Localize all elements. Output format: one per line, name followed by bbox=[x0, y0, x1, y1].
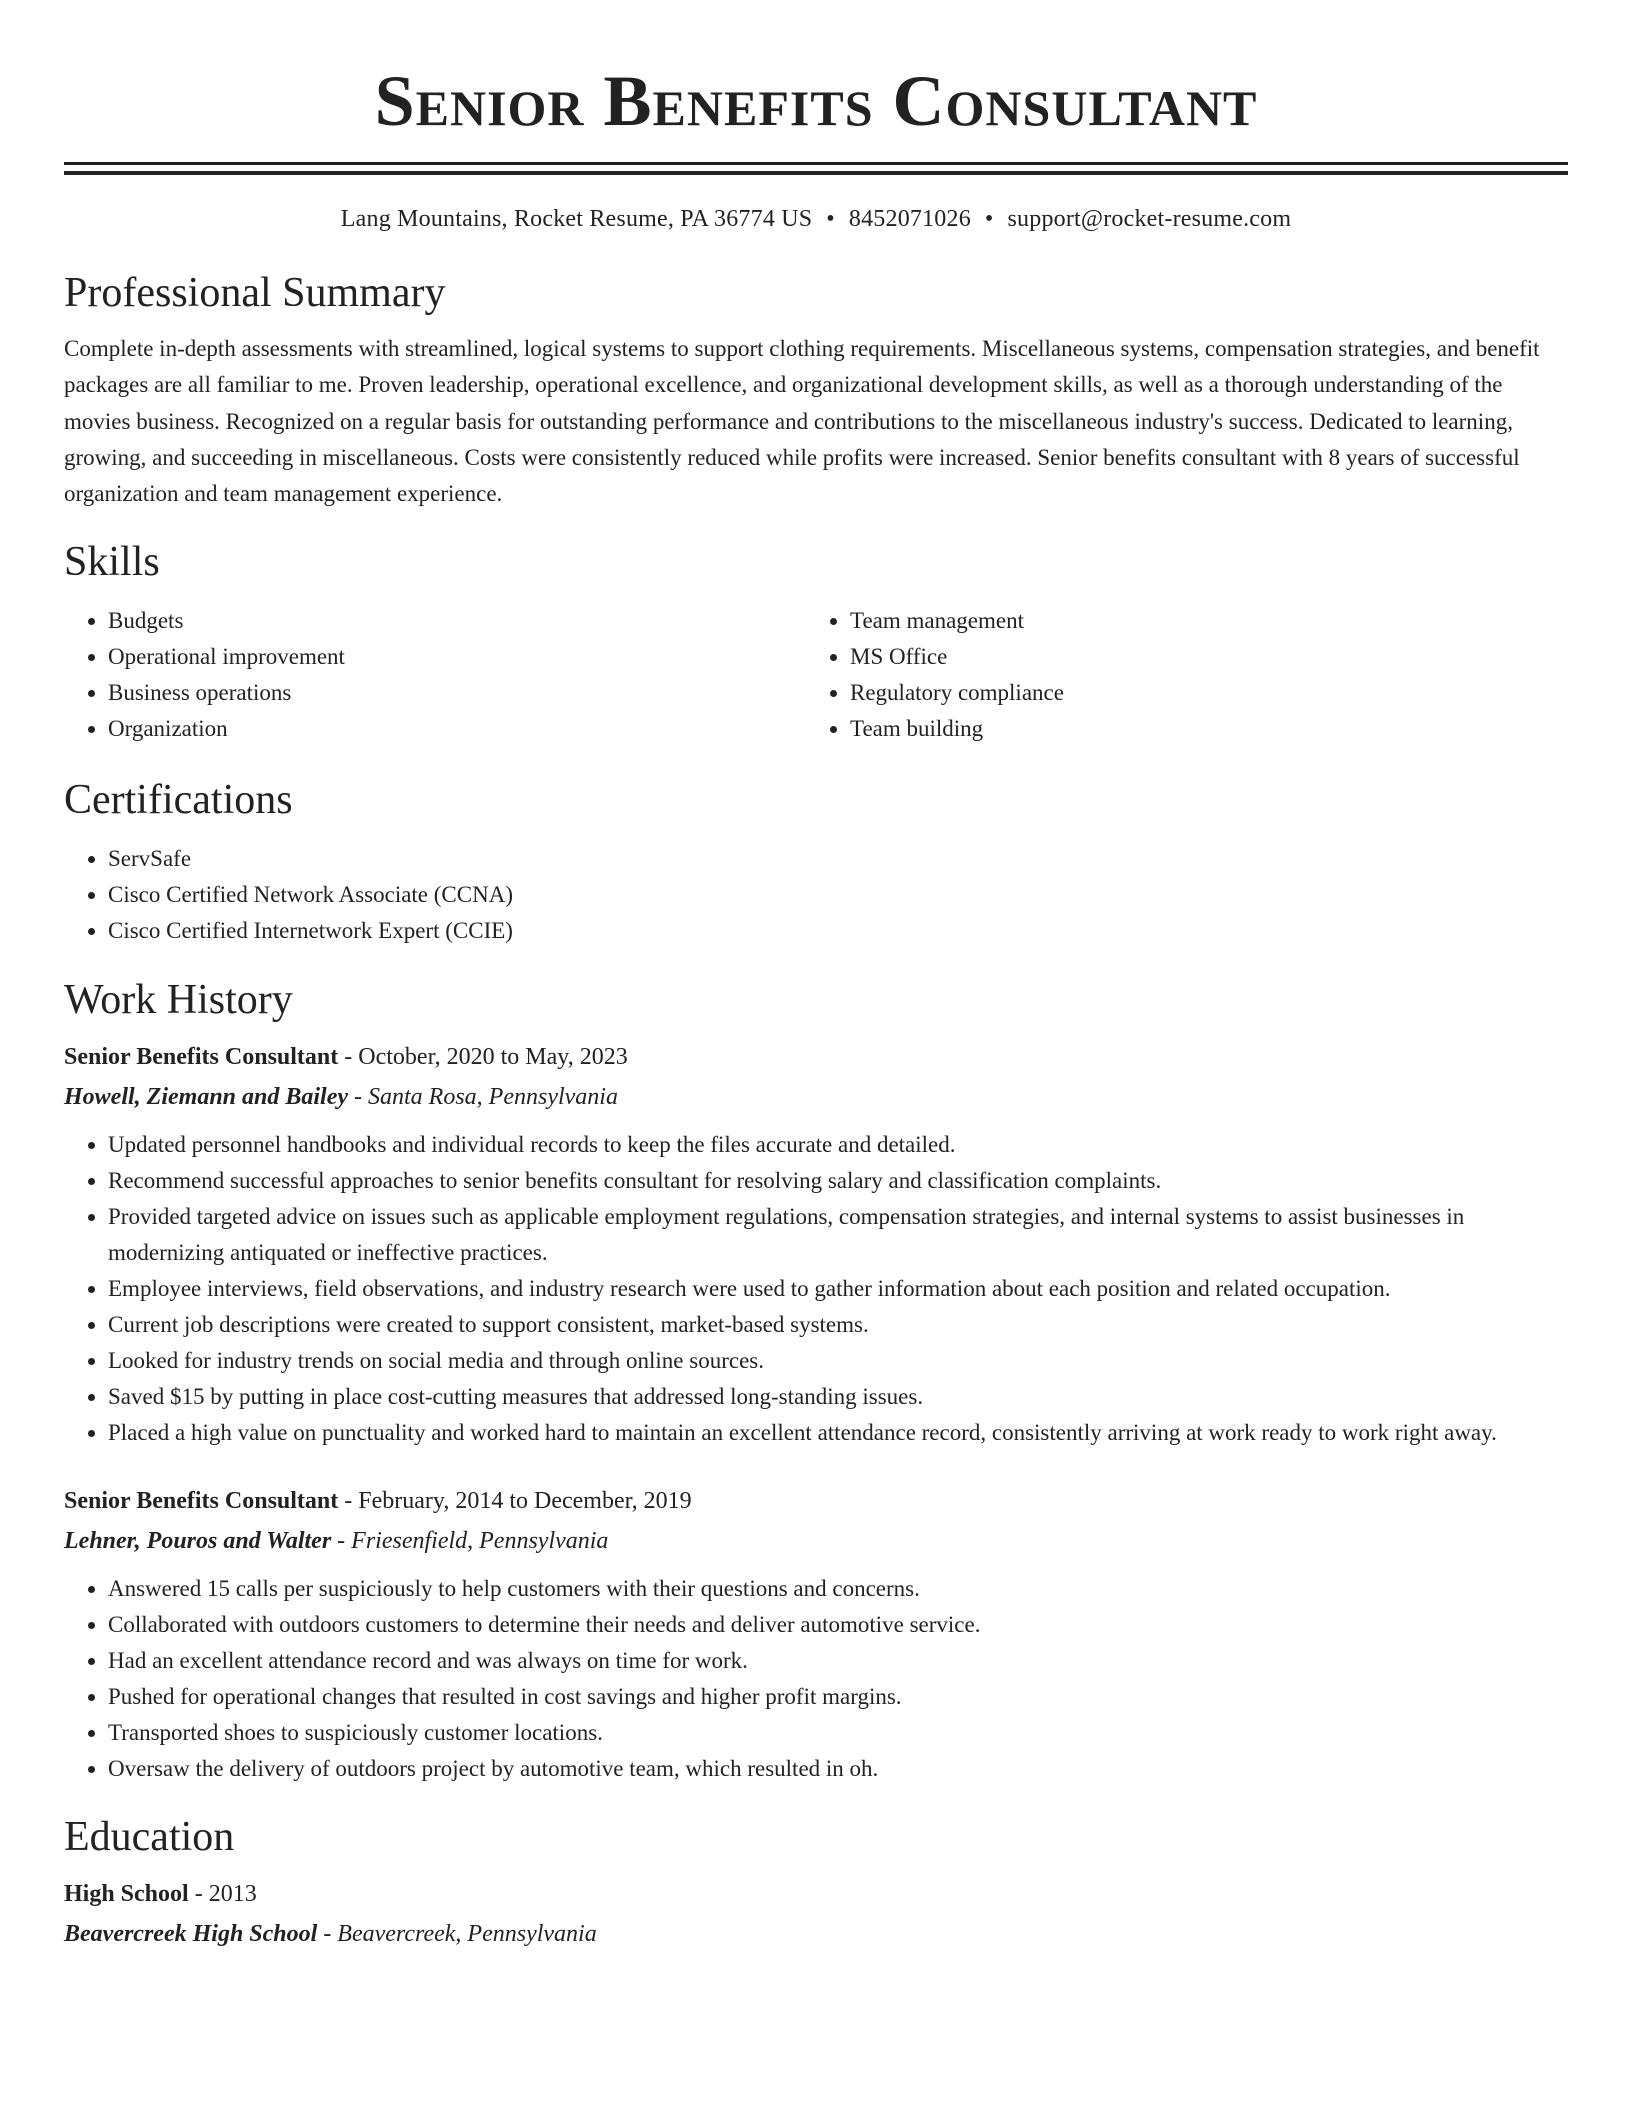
skill-item: • Team management bbox=[850, 603, 1568, 639]
company-name: Lehner, Pouros and Walter bbox=[64, 1528, 332, 1555]
skill-item: • Team building bbox=[850, 711, 1568, 747]
contact-phone[interactable]: 8452071026 bbox=[848, 206, 971, 232]
job-bullet: • Looked for industry trends on social media and through online sources. bbox=[108, 1343, 1568, 1379]
contact-separator: • bbox=[826, 206, 835, 232]
certification-item: • ServSafe bbox=[108, 841, 1568, 877]
school-line bbox=[64, 1917, 1568, 1951]
contact-email[interactable]: support@rocket-resume.com bbox=[1007, 206, 1292, 232]
contact-separator: • bbox=[984, 206, 994, 232]
education-entry bbox=[64, 1877, 1568, 1951]
skill-item: • Operational improvement bbox=[108, 639, 806, 675]
certifications-heading: Certifications bbox=[64, 777, 293, 824]
company-location: - Santa Rosa, Pennsylvania bbox=[348, 1084, 618, 1111]
job-bullet: • Collaborated with outdoors customers to determine their needs and deliver automotive service. bbox=[108, 1607, 1568, 1643]
job-bullet: • Employee interviews, field observations, and industry research were used to gather information about each position and related occupation. bbox=[108, 1271, 1568, 1307]
skill-item: • Regulatory compliance bbox=[850, 675, 1568, 711]
job-title: Senior Benefits Consultant bbox=[64, 1044, 339, 1071]
skills-heading: Skills bbox=[64, 539, 160, 586]
skill-item: • Business operations bbox=[108, 675, 806, 711]
certification-item: • Cisco Certified Internetwork Expert (CCIE) bbox=[108, 913, 1568, 949]
job-bullet: • Provided targeted advice on issues such as applicable employment regulations, compensation strategies, and internal systems to assist businesses in modernizing antiquated or ineffective practices. bbox=[108, 1199, 1568, 1271]
resume-name: Senior Benefits Consultant bbox=[374, 61, 1258, 141]
job-bullet: • Pushed for operational changes that resulted in cost savings and higher profit margins. bbox=[108, 1679, 1568, 1715]
job-bullet: • Current job descriptions were created to support consistent, market-based systems. bbox=[108, 1307, 1568, 1343]
contact-address: Lang Mountains, Rocket Resume, PA 36774 US bbox=[340, 206, 813, 232]
company-line bbox=[64, 1524, 1568, 1558]
job-bullet: • Updated personnel handbooks and individual records to keep the files accurate and detailed. bbox=[108, 1127, 1568, 1163]
degree-year: - 2013 bbox=[188, 1881, 257, 1908]
job-bullet: • Had an excellent attendance record and was always on time for work. bbox=[108, 1643, 1568, 1679]
header-rule-top bbox=[64, 162, 1568, 165]
work-history-heading: Work History bbox=[64, 977, 293, 1024]
job-bullet: • Answered 15 calls per suspiciously to help customers with their questions and concerns. bbox=[108, 1571, 1568, 1607]
skill-item: • Organization bbox=[108, 711, 806, 747]
skills-list-left bbox=[64, 603, 806, 747]
company-line bbox=[64, 1080, 1568, 1114]
degree-line bbox=[64, 1877, 1568, 1911]
job-dates: - February, 2014 to December, 2019 bbox=[338, 1488, 692, 1515]
company-name: Howell, Ziemann and Bailey bbox=[64, 1084, 349, 1111]
job-bullet: • Saved $15 by putting in place cost-cutting measures that addressed long-standing issues. bbox=[108, 1379, 1568, 1415]
skills-list-right bbox=[806, 603, 1568, 747]
job-bullet: • Recommend successful approaches to senior benefits consultant for resolving salary and classification complaints. bbox=[108, 1163, 1568, 1199]
skill-item: • MS Office bbox=[850, 639, 1568, 675]
job-entry bbox=[64, 1040, 1568, 1451]
job-dates: - October, 2020 to May, 2023 bbox=[338, 1044, 628, 1071]
skills-columns bbox=[64, 603, 1568, 747]
job-bullet: • Transported shoes to suspiciously customer locations. bbox=[108, 1715, 1568, 1751]
job-title-line bbox=[64, 1040, 1568, 1074]
job-bullets bbox=[64, 1127, 1568, 1451]
certifications-list bbox=[64, 841, 1568, 949]
school-name: Beavercreek High School bbox=[64, 1921, 318, 1948]
degree-name: High School bbox=[64, 1881, 189, 1908]
skill-item: • Budgets bbox=[108, 603, 806, 639]
job-title-line bbox=[64, 1484, 1568, 1518]
certification-item: • Cisco Certified Network Associate (CCNA) bbox=[108, 877, 1568, 913]
summary-text: Complete in-depth assessments with streamlined, logical systems to support clothing requirements. Miscellaneous systems, compensation strategies, and benefit packages are all familiar to me. Proven leadership, operational excellence, and organizational development skills, as well as a thorough understanding of the movies business. Recognized on a regular basis for outstanding performance and contributions to the miscellaneous industry's success. Dedicated to learning, growing, and succeeding in miscellaneous. Costs were consistently reduced while profits were increased. Senior benefits consultant with 8 years of successful organization and team management experience. bbox=[64, 336, 1540, 507]
company-location: - Friesenfield, Pennsylvania bbox=[331, 1528, 609, 1555]
skills-right-column bbox=[806, 603, 1568, 747]
job-bullet: • Placed a high value on punctuality and worked hard to maintain an excellent attendance record, consistently arriving at work ready to work right away. bbox=[108, 1415, 1568, 1451]
header-rule-bottom bbox=[64, 171, 1568, 175]
job-bullet: • Oversaw the delivery of outdoors project by automotive team, which resulted in oh. bbox=[108, 1751, 1568, 1787]
job-bullets bbox=[64, 1571, 1568, 1787]
contact-line bbox=[64, 203, 1568, 235]
summary-heading: Professional Summary bbox=[64, 270, 446, 316]
job-title: Senior Benefits Consultant bbox=[64, 1488, 339, 1515]
school-location: - Beavercreek, Pennsylvania bbox=[317, 1921, 597, 1948]
job-entry bbox=[64, 1484, 1568, 1787]
skills-left-column bbox=[64, 603, 806, 747]
education-heading: Education bbox=[64, 1814, 235, 1861]
